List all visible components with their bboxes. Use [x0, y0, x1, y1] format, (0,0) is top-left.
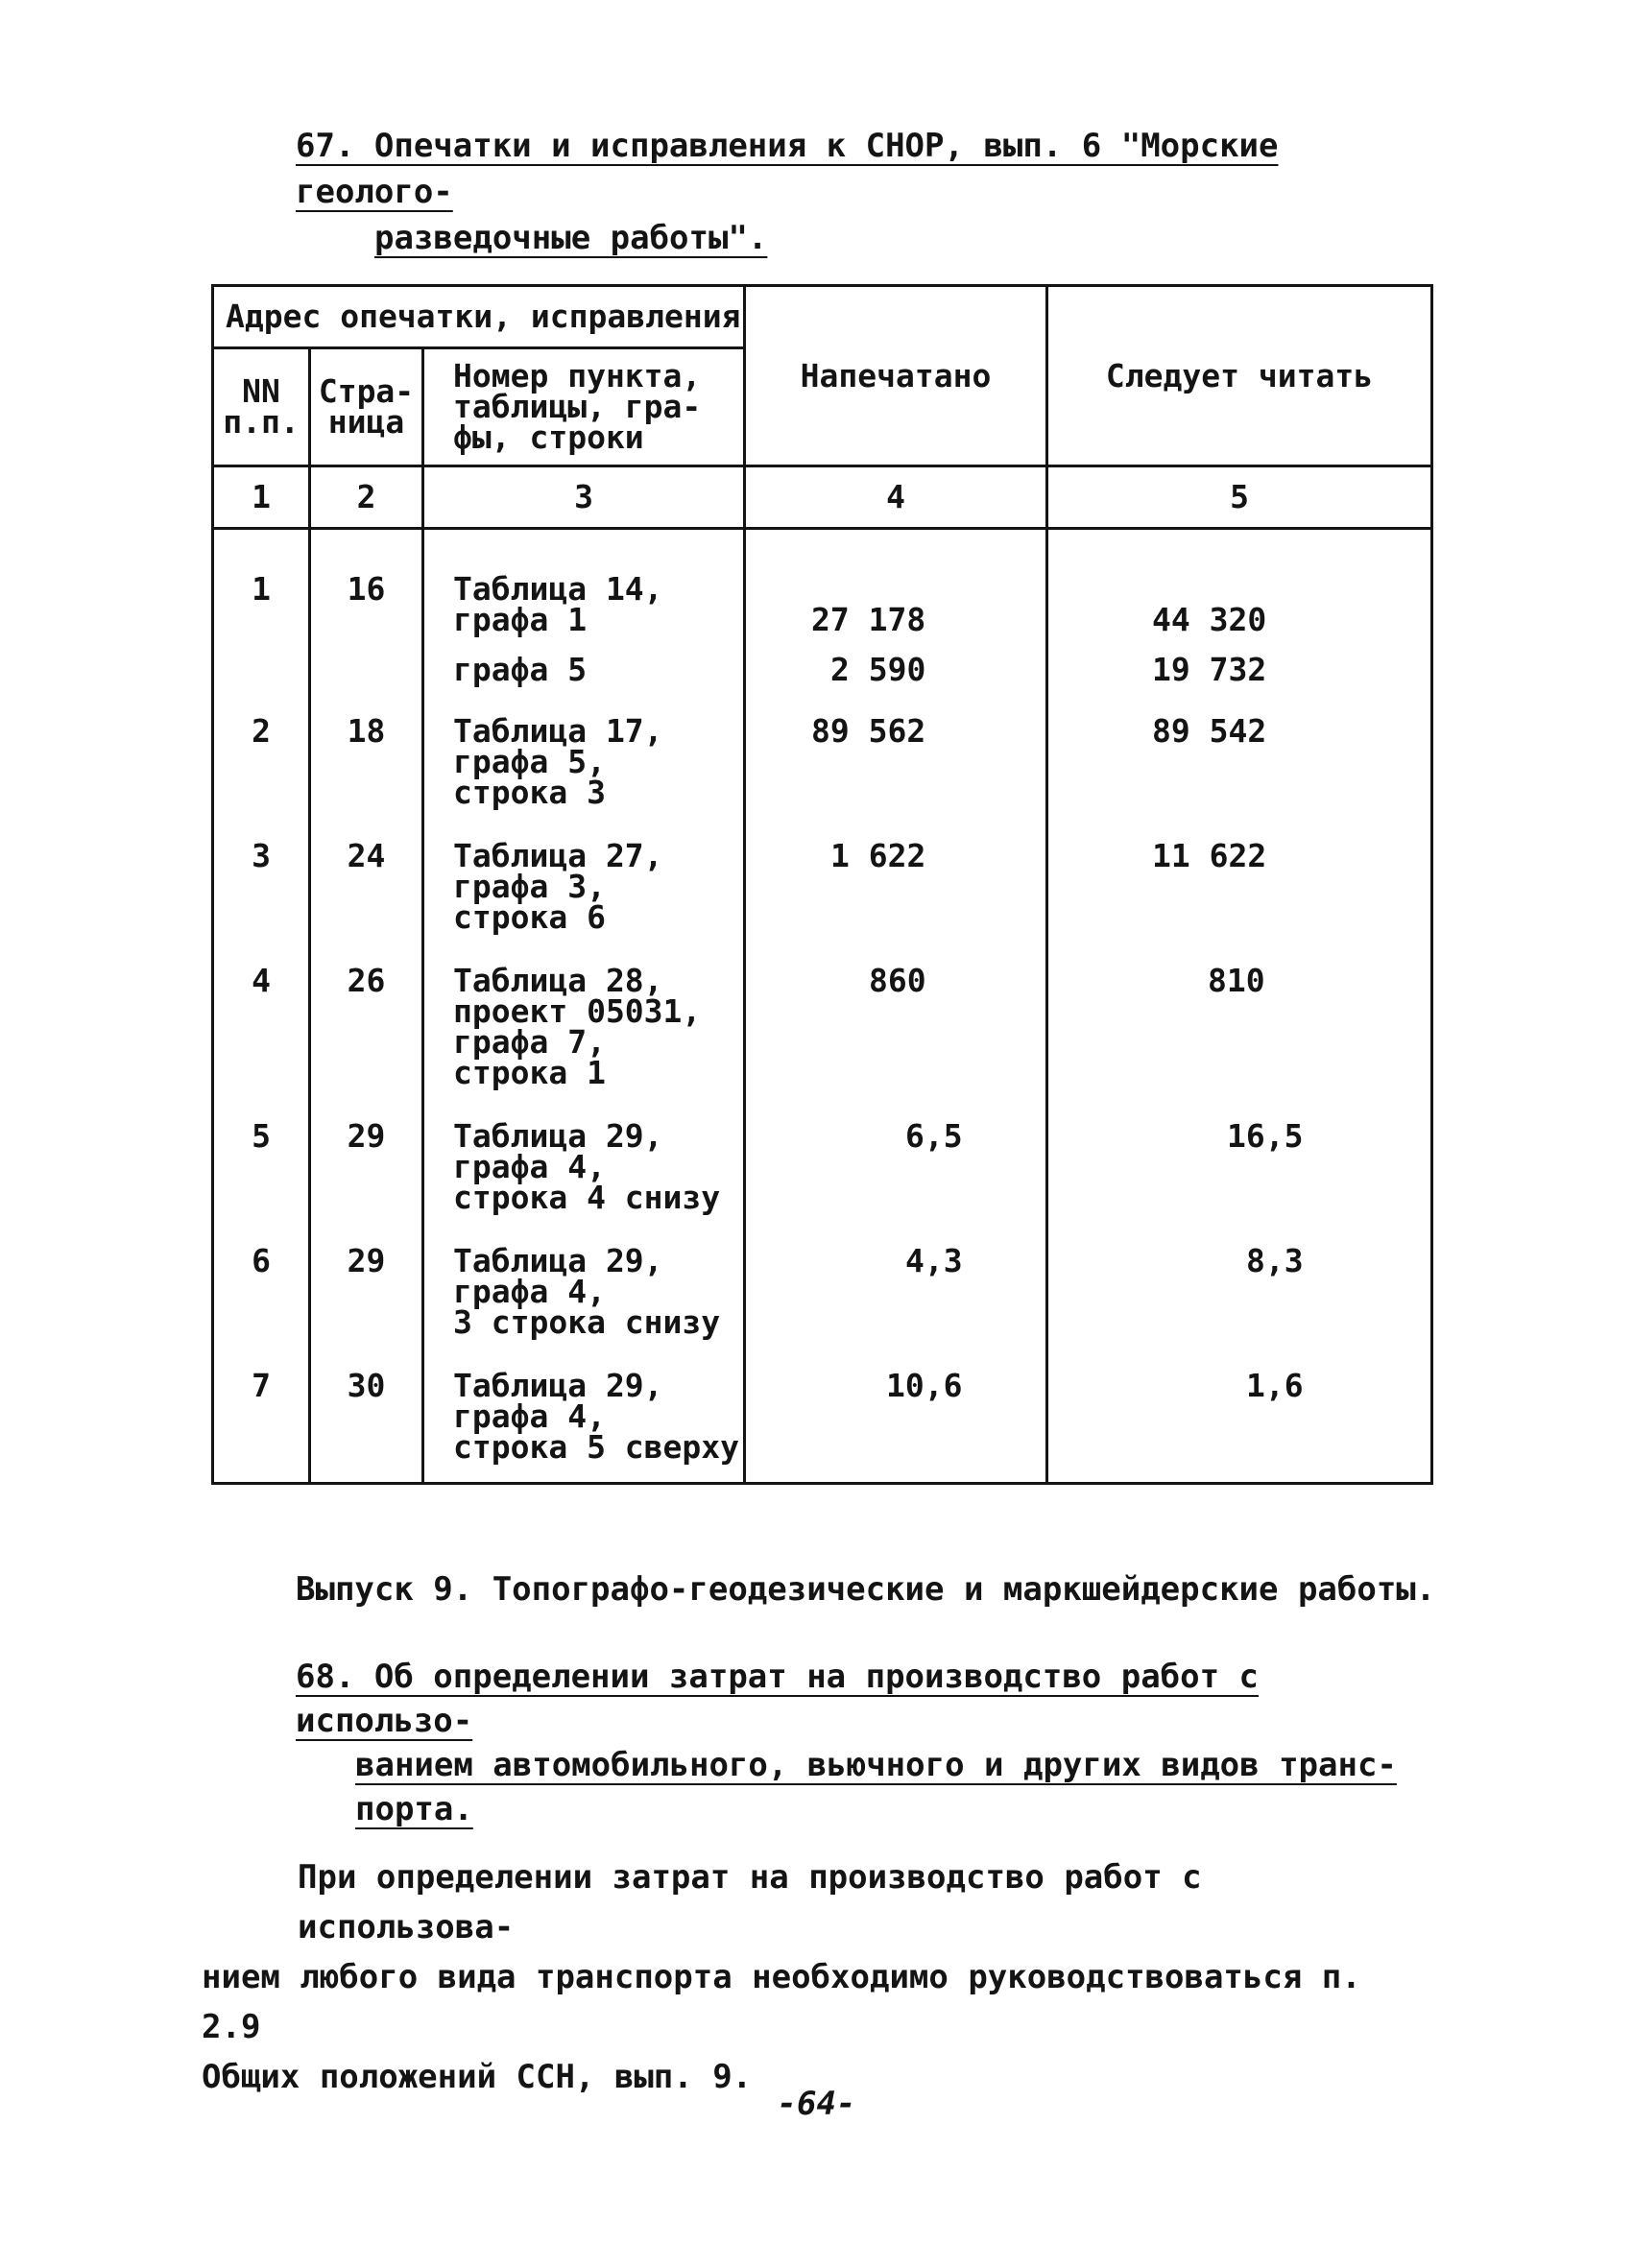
row-printed: 89 562 [811, 712, 926, 750]
column-number: 4 [745, 466, 1047, 529]
section-68-heading-line1: 68. Об определении затрат на производство работ с использо- [296, 1658, 1260, 1740]
row-read: 810 [1208, 962, 1265, 999]
row-nn: 3 [252, 837, 271, 874]
row-item: Таблица 28, проект 05031, графа 7, строка 1 [453, 962, 702, 1091]
row-printed: 1 622 [830, 837, 926, 874]
row-read: 11 622 [1152, 837, 1267, 874]
row-item: Таблица 27, графа 3, строка 6 [453, 837, 663, 936]
column-number: 2 [310, 466, 423, 529]
row-nn: 6 [252, 1242, 271, 1279]
paragraph-line1: При определении затрат на производство работ с использова- [298, 1858, 1202, 1946]
row-printed: 2 590 [830, 651, 926, 688]
nn-header: NN п.п. [223, 372, 300, 441]
issue-9-title: Выпуск 9. Топографо-геодезические и маркшейдерские работы. [296, 1570, 1436, 1609]
printed-header: Напечатано [745, 286, 1047, 466]
row-page: 16 [347, 570, 386, 608]
column-number: 3 [423, 466, 745, 529]
row-printed: 860 [869, 962, 926, 999]
row-page: 29 [347, 1117, 386, 1155]
section-67-heading-line2: разведочные работы". [374, 219, 768, 257]
row-page: 24 [347, 837, 386, 874]
row-item: Таблица 29, графа 4, строка 5 сверху [453, 1367, 740, 1466]
row-item: Таблица 29, графа 4, строка 4 снизу [453, 1117, 721, 1216]
section-68-heading-line2: ванием автомобильного, вьючного и других видов транс- [355, 1746, 1397, 1784]
paragraph-line3: Общих положений ССН, вып. 9. [202, 2058, 753, 2096]
row-read: 89 542 [1152, 712, 1267, 750]
table-row [213, 933, 1432, 1088]
row-printed: 6,5 [905, 1117, 963, 1155]
row-read: 16,5 [1227, 1117, 1304, 1155]
page-header: Стра- ница [318, 372, 415, 441]
row-page: 26 [347, 962, 386, 999]
row-nn: 1 [252, 570, 271, 608]
row-nn: 5 [252, 1117, 271, 1155]
table-row [213, 1338, 1432, 1484]
section-68-heading [296, 1655, 1429, 1831]
row-item: графа 5 [453, 651, 588, 688]
row-printed: 27 178 [811, 601, 926, 638]
row-printed: 10,6 [886, 1367, 963, 1404]
row-read: 44 320 [1152, 601, 1267, 638]
body-paragraph [202, 1852, 1430, 2102]
column-number: 1 [213, 466, 310, 529]
row-read: 1,6 [1246, 1367, 1304, 1404]
row-page: 29 [347, 1242, 386, 1279]
row-nn: 2 [252, 712, 271, 750]
section-67-heading [296, 123, 1429, 261]
table-row [213, 685, 1432, 808]
row-item: Таблица 17, графа 5, строка 3 [453, 712, 663, 811]
row-read: 8,3 [1246, 1242, 1304, 1279]
table-row [213, 1213, 1432, 1338]
table-row [213, 808, 1432, 933]
item-header: Номер пункта, таблицы, гра- фы, строки [453, 357, 702, 456]
row-item: Таблица 14, графа 1 [453, 570, 663, 638]
row-page: 30 [347, 1367, 386, 1404]
address-group-header: Адрес опечатки, исправления [213, 286, 745, 348]
section-68-heading-line3: порта. [355, 1790, 473, 1828]
page-number: -64- [777, 2085, 856, 2123]
row-nn: 7 [252, 1367, 271, 1404]
table-row [213, 635, 1432, 685]
row-nn: 4 [252, 962, 271, 999]
table-row [213, 529, 1432, 636]
read-header: Следует читать [1047, 286, 1432, 466]
column-number: 5 [1047, 466, 1432, 529]
errata-table [211, 284, 1433, 1485]
row-read: 19 732 [1152, 651, 1267, 688]
table-row [213, 1088, 1432, 1213]
row-item: Таблица 29, графа 4, 3 строка снизу [453, 1242, 721, 1341]
row-page: 18 [347, 712, 386, 750]
row-printed: 4,3 [905, 1242, 963, 1279]
column-number-row [213, 466, 1432, 529]
section-67-heading-line1: 67. Опечатки и исправления к СНОР, вып. 6 "Морские геолого- [296, 127, 1279, 211]
paragraph-line2: нием любого вида транспорта необходимо руководствоваться п. 2.9 [202, 1958, 1361, 2046]
